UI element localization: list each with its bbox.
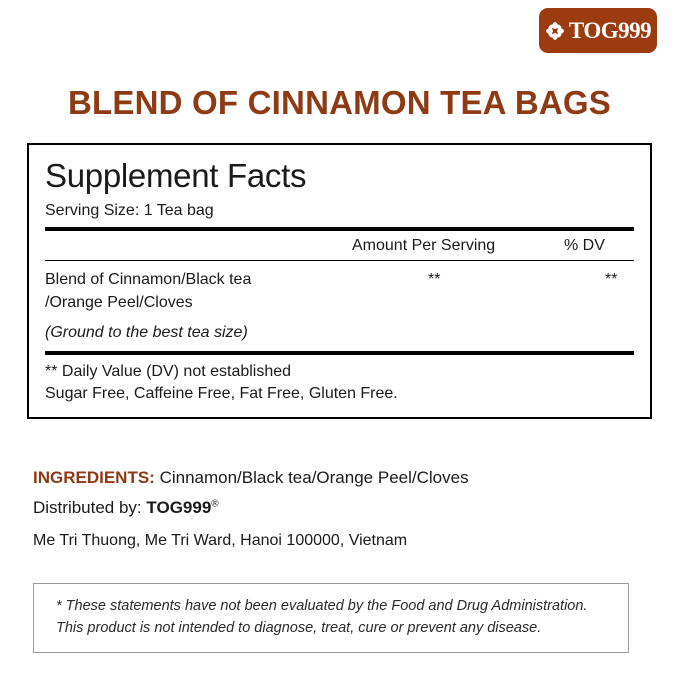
registered-trademark-icon: ®	[211, 498, 219, 510]
fda-disclaimer-line1: * These statements have not been evaluated by the Food and Drug Administration.	[56, 598, 588, 614]
facts-row	[45, 261, 634, 316]
facts-row-name-line2: /Orange Peel/Cloves	[45, 293, 193, 311]
facts-column-headers	[45, 231, 634, 260]
brand-logo-name: OG999	[583, 17, 652, 43]
column-header-amount: Amount Per Serving	[352, 236, 496, 254]
brand-logo-letter: T	[568, 17, 584, 43]
facts-row-amount: **	[428, 270, 441, 288]
address-line: Me Tri Thuong, Me Tri Ward, Hanoi 100000, Vietnam	[33, 532, 408, 549]
facts-row-name-line1: Blend of Cinnamon/Black tea	[45, 270, 252, 288]
supplement-facts-heading: Supplement Facts	[45, 157, 307, 194]
flower-icon	[545, 21, 565, 41]
distributed-by-label: Distributed by:	[33, 498, 147, 517]
ground-note: (Ground to the best tea size)	[45, 324, 248, 342]
page-title: BLEND OF CINNAMON TEA BAGS	[68, 84, 611, 121]
daily-value-footnote: ** Daily Value (DV) not established	[45, 363, 292, 381]
ingredients-label: INGREDIENTS:	[33, 468, 155, 487]
fda-disclaimer	[33, 583, 629, 653]
ingredients-line	[33, 468, 653, 488]
brand-logo	[539, 8, 657, 53]
brand-logo-text	[569, 18, 651, 44]
column-header-spacer	[45, 237, 352, 255]
supplement-facts-panel	[27, 143, 652, 419]
serving-size: Serving Size: 1 Tea bag	[45, 201, 214, 219]
column-header-dv: % DV	[564, 236, 605, 254]
product-info-block	[33, 468, 653, 550]
distributed-by-brand: TOG999	[146, 498, 212, 517]
facts-row-dv: **	[605, 270, 618, 288]
distributed-by-line	[33, 498, 653, 518]
free-claims: Sugar Free, Caffeine Free, Fat Free, Gluten Free.	[45, 385, 398, 403]
fda-disclaimer-line2: This product is not intended to diagnose, treat, cure or prevent any disease.	[56, 619, 542, 636]
ingredients-value: Cinnamon/Black tea/Orange Peel/Cloves	[154, 468, 469, 487]
